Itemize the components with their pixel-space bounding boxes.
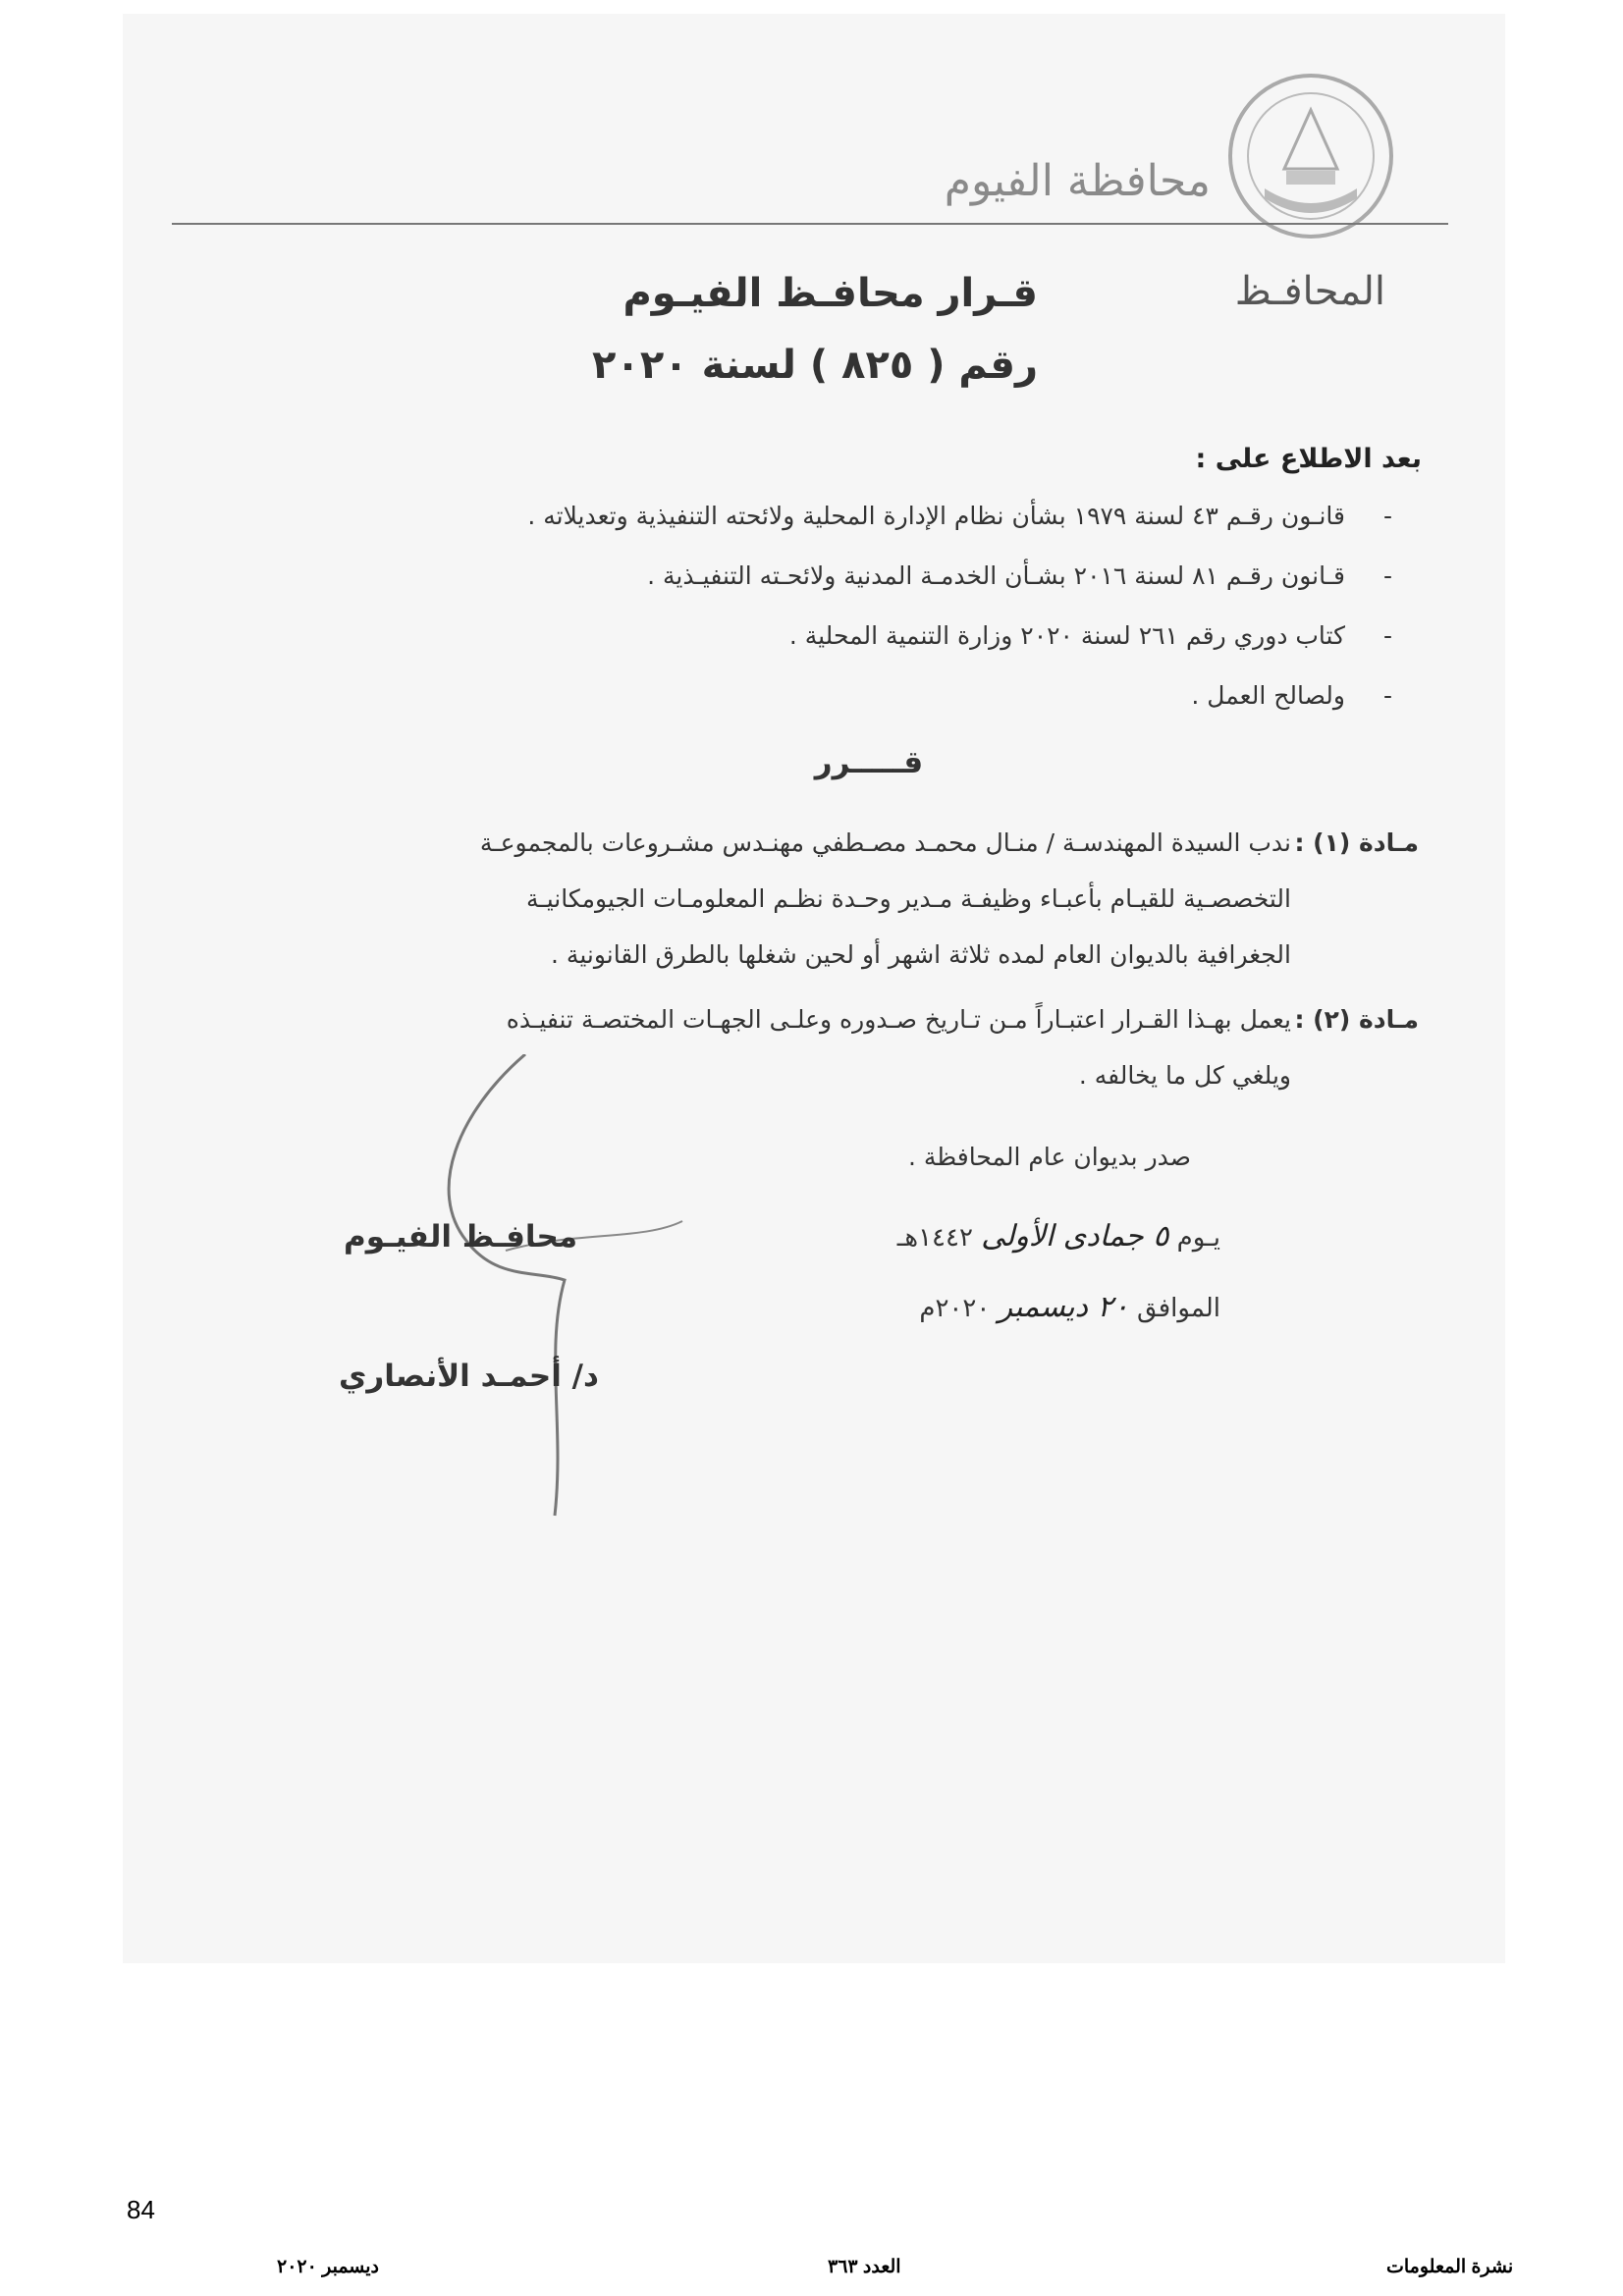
footer-date: ديسمبر ٢٠٢٠ — [277, 2257, 380, 2277]
governor-label: المحافـظ — [1234, 269, 1385, 314]
signature-icon — [349, 1054, 741, 1525]
handwritten-gregorian-date: ٢٠ ديسمبر — [998, 1290, 1129, 1324]
governorate-seal-icon — [1225, 71, 1397, 242]
handwritten-hijri-date: ٥ جمادى الأولى — [981, 1219, 1169, 1254]
article-1 — [280, 828, 1419, 995]
article-line: ويلغي كل ما يخالفه . — [1078, 1061, 1291, 1090]
article-heading: مـادة (٢) : — [1294, 1005, 1419, 1034]
governorate-name: محافظة الفيوم — [944, 156, 1211, 206]
article-heading: مـادة (١) : — [1294, 828, 1419, 857]
gregorian-date-line: الموافق ٢٠ ديسمبر ٢٠٢٠م — [919, 1290, 1220, 1324]
signatory-title: محافـظ الفيـوم — [344, 1219, 578, 1255]
signatory-name: د/ أحمـد الأنصاري — [339, 1359, 599, 1394]
list-item: - قـانون رقـم ٨١ لسنة ٢٠١٦ بشـأن الخدمـة المدنية ولائحـته التنفيـذية . — [647, 561, 1392, 590]
reference-list — [527, 497, 1392, 736]
article-line: يعمل بهـذا القـرار اعتبـاراً مـن تـاريخ صـدوره وعلـى الجهـات المختصـة تنفيـذه — [506, 1005, 1291, 1034]
footer-publication: نشرة المعلومات — [1386, 2257, 1514, 2277]
decree-title: قـرار محافـظ الفيـوم — [622, 271, 1038, 316]
list-item: - قانـون رقـم ٤٣ لسنة ١٩٧٩ بشأن نظام الإدارة المحلية ولائحته التنفيذية وتعديلاته . — [527, 502, 1392, 530]
decision-word: قـــــرر — [814, 745, 924, 780]
footer-issue: العدد ٣٦٣ — [828, 2257, 901, 2277]
hijri-date-line: يـوم ٥ جمادى الأولى ١٤٤٢هـ — [896, 1219, 1220, 1254]
article-line: التخصصـية للقيـام بأعبـاء وظيفـة مـدير وحـدة نظـم المعلومـات الجيومكانيـة — [525, 884, 1291, 913]
issued-at: صدر بديوان عام المحافظة . — [907, 1143, 1191, 1171]
preamble-intro: بعد الاطلاع على : — [1195, 444, 1422, 474]
list-item: - ولصالح العمل . — [1191, 681, 1392, 710]
article-line: ندب السيدة المهندسـة / منـال محمـد مصـطفي مهنـدس مشـروعات بالمجموعـة — [479, 828, 1291, 857]
page-number: 84 — [127, 2195, 155, 2224]
article-line: الجغرافية بالديوان العام لمده ثلاثة اشهر أو لحين شغلها بالطرق القانونية . — [551, 940, 1291, 969]
list-item: - كتاب دوري رقم ٢٦١ لسنة ٢٠٢٠ وزارة التنمية المحلية . — [788, 621, 1392, 650]
decree-number: رقم ( ٨٢٥ ) لسنة ٢٠٢٠ — [592, 343, 1038, 388]
header-divider — [172, 223, 1448, 225]
scanned-document — [123, 14, 1505, 1963]
